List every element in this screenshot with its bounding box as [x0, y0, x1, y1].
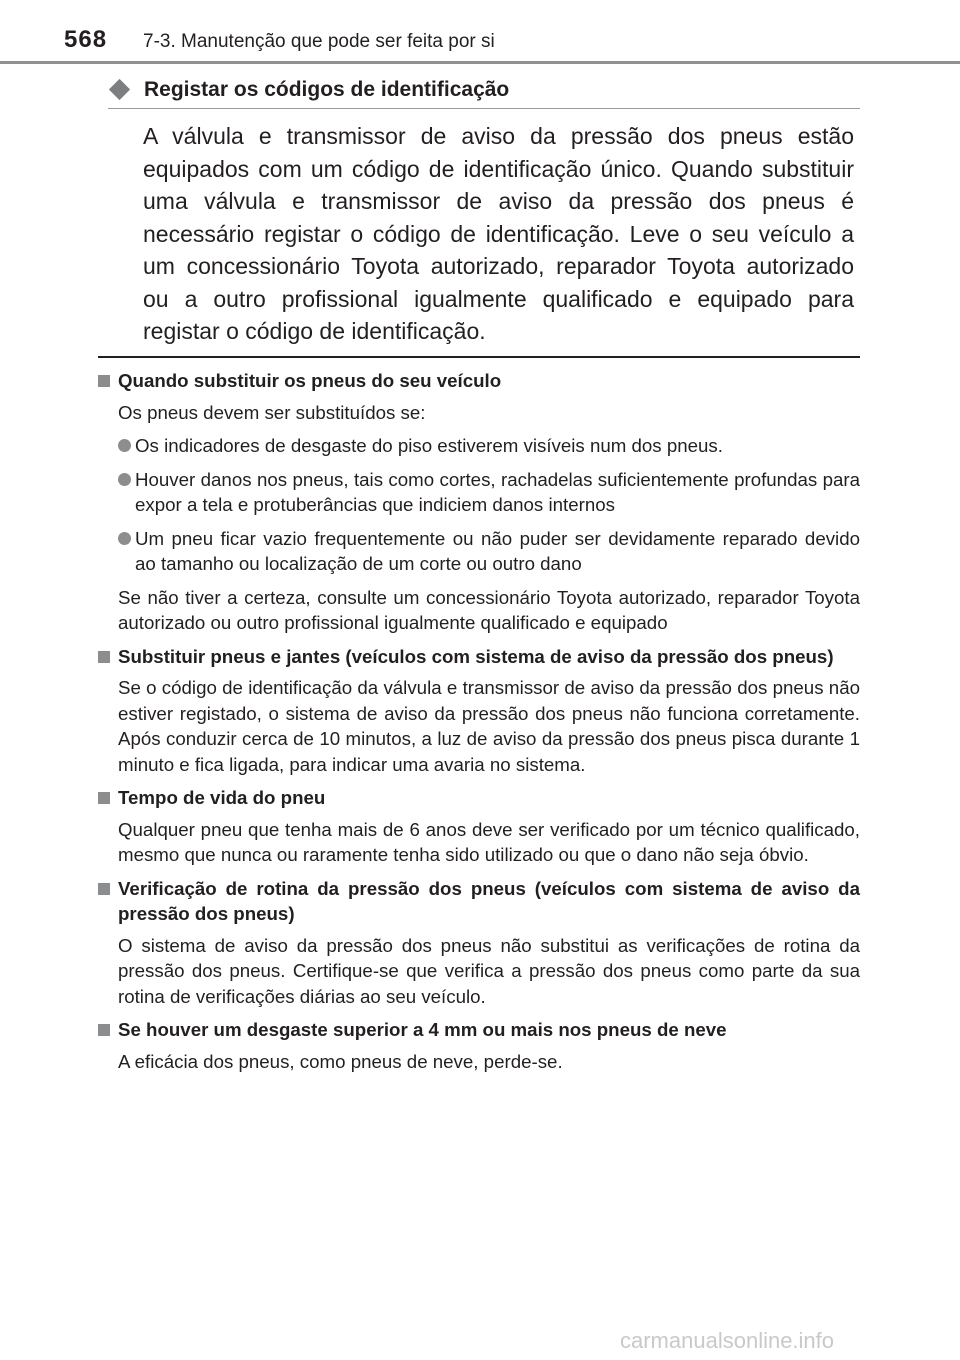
square-bullet-icon	[98, 792, 110, 804]
section-intro: Os pneus devem ser substituídos se:	[118, 401, 426, 423]
section-body: Se o código de identificação da válvula e transmissor de aviso da pressão dos pneus não estiver registado, o sistema de aviso da pressão dos pneus não funciona corretamente. Após conduzir cerca de 10 minutos, a luz de aviso da pressão dos pneus pisca durante 1 minuto e fica ligada, para indicar uma avaria no sistema.	[118, 677, 860, 775]
box-heading	[108, 78, 860, 108]
section-heading: Tempo de vida do pneu	[98, 785, 860, 811]
page-header	[0, 0, 960, 60]
section-tyre-life	[98, 785, 860, 868]
section-heading: Verificação de rotina da pressão dos pneus (veículos com sistema de aviso da pressão dos pneus)	[98, 876, 860, 927]
section-body: A eficácia dos pneus, como pneus de neve, perde-se.	[118, 1050, 563, 1072]
watermark: carmanualsonline.info	[620, 1328, 835, 1353]
section-heading: Se houver um desgaste superior a 4 mm ou mais nos pneus de neve	[98, 1017, 860, 1043]
square-bullet-icon	[98, 651, 110, 663]
square-bullet-icon	[98, 1024, 110, 1036]
circle-bullet-icon	[118, 439, 131, 452]
section-title: 7-3. Manutenção que pode ser feita por si	[143, 31, 495, 52]
box-body-text: A válvula e transmissor de aviso da pressão dos pneus estão equipados com um código de identificação único. Quando substituir uma válvula e transmissor de aviso da pressão dos pneus é necessário registar o código de identificação. Leve o seu veículo a um concessionário Toyota autorizado, reparador Toyota autorizado ou a outro profissional igualmente qualificado e equipado para registar o código de identificação.	[143, 123, 854, 344]
page-number: 568	[64, 26, 108, 53]
list-item: Houver danos nos pneus, tais como cortes, rachadelas suficientemente profundas para expor a tela e protuberâncias que indiciem danos internos	[98, 467, 860, 518]
section-body: Qualquer pneu que tenha mais de 6 anos deve ser verificado por um técnico qualificado, mesmo que nunca ou raramente tenha sido utilizado ou que o dano não seja óbvio.	[118, 818, 860, 865]
section-heading: Quando substituir os pneus do seu veículo	[98, 368, 860, 394]
section-routine-check	[98, 876, 860, 1010]
section-snow-tyres	[98, 1017, 860, 1074]
box-heading-text: Registar os códigos de identificação	[144, 78, 510, 101]
section-replace-wheels	[98, 644, 860, 778]
square-bullet-icon	[98, 883, 110, 895]
section-body: O sistema de aviso da pressão dos pneus não substitui as verificações de rotina da pressão dos pneus. Certifique-se que verifica a pressão dos pneus como parte da sua rotina de verificações diárias ao seu veículo.	[118, 934, 860, 1007]
circle-bullet-icon	[118, 532, 131, 545]
list-item: Um pneu ficar vazio frequentemente ou não puder ser devidamente reparado devido ao tamanho ou localização de um corte ou outro dano	[98, 526, 860, 577]
section-outro: Se não tiver a certeza, consulte um concessionário Toyota autorizado, reparador Toyota autorizado ou outro profissional igualmente qualificado e equipado	[118, 586, 860, 633]
section-replace-tyres	[98, 368, 860, 636]
square-bullet-icon	[98, 375, 110, 387]
list-item: Os indicadores de desgaste do piso estiverem visíveis num dos pneus.	[98, 433, 860, 459]
circle-bullet-icon	[118, 473, 131, 486]
section-heading: Substituir pneus e jantes (veículos com sistema de aviso da pressão dos pneus)	[98, 644, 860, 670]
diamond-bullet-icon	[109, 79, 130, 100]
header-rule	[0, 61, 960, 64]
section-separator	[98, 356, 860, 358]
main-content	[98, 368, 860, 1074]
box-heading-rule	[108, 108, 860, 109]
